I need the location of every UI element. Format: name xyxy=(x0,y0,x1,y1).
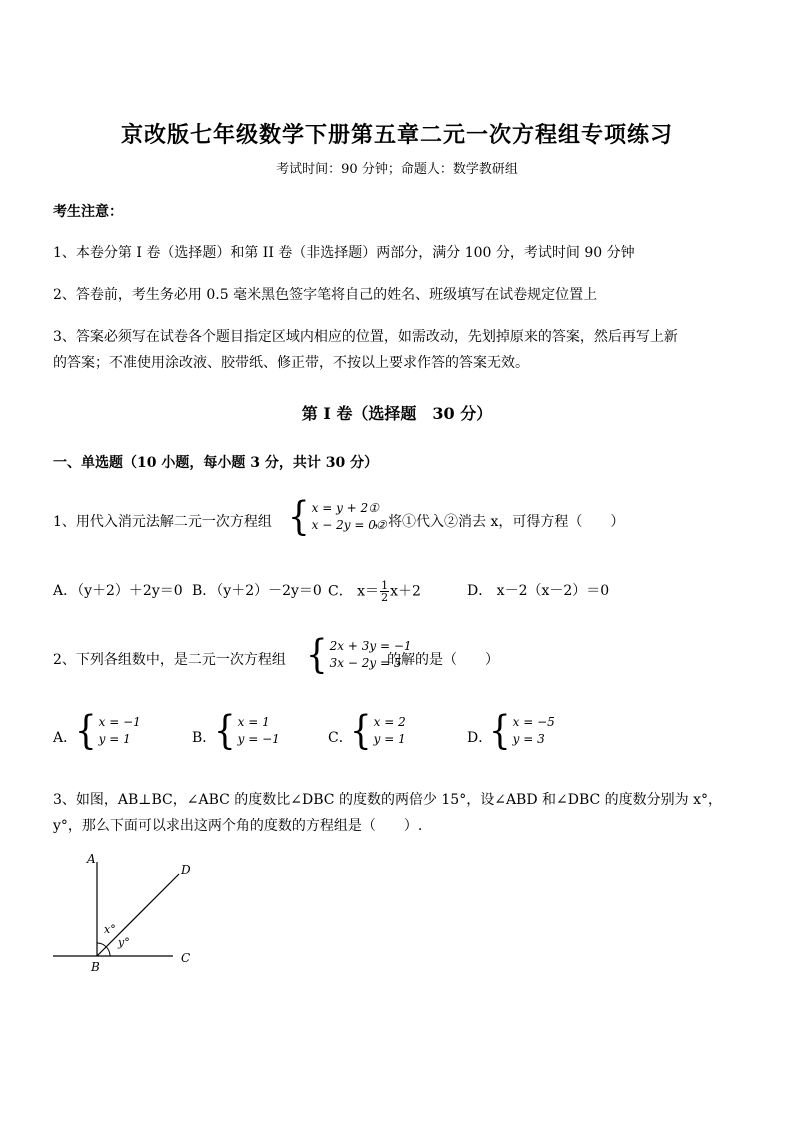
brace-icon: { xyxy=(214,708,236,754)
part-heading: 一、单选题（10 小题，每小题 3 分，共计 30 分） xyxy=(53,455,379,471)
q3-text-line-1: 3、如图，AB⊥BC，∠ABC 的度数比∠DBC 的度数的两倍少 15°，设∠ABD 和∠DBC 的度数分别为 x°， xyxy=(53,792,723,808)
note-item-2: 2、答卷前，考生务必用 0.5 毫米黑色签字笔将自己的姓名、班级填写在试卷规定位置上 xyxy=(53,287,598,303)
q3-text-line-2: y°，那么下面可以求出这两个角的度数的方程组是（ ）. xyxy=(53,818,423,834)
q2-eq-2: 3x − 2y = 5 xyxy=(329,656,402,670)
section-title: 第 I 卷（选择题 30 分） xyxy=(301,404,493,423)
note-item-1: 1、本卷分第 I 卷（选择题）和第 II 卷（非选择题）两部分，满分 100 分，考试时间 90 分钟 xyxy=(53,245,635,261)
q1-option-c xyxy=(328,580,421,603)
q1-suffix: ，将①代入②消去 x，可得方程（ ） xyxy=(374,514,625,530)
q2-option-b-line-2: y = −1 xyxy=(237,732,280,746)
q2-option-c-line-1: x = 2 xyxy=(373,715,406,729)
q2-option-b-label: B． xyxy=(192,730,217,746)
q2-option-a-system xyxy=(75,708,141,754)
q2-option-c-label: C． xyxy=(328,730,353,746)
q2-option-c-system xyxy=(350,708,406,754)
angle-figure xyxy=(45,848,205,976)
exam-info: 考试时间：90 分钟；命题人：数学教研组 xyxy=(276,162,518,177)
q1-option-c-pre: C． x＝ xyxy=(328,583,380,600)
notes-heading: 考生注意： xyxy=(53,204,123,220)
q2-suffix: 的解的是（ ） xyxy=(387,652,499,668)
line-bd xyxy=(97,874,179,956)
angle-y-label: y° xyxy=(118,936,130,949)
note-item-3-cont: 的答案；不准使用涂改液、胶带纸、修正带，不按以上要求作答的答案无效。 xyxy=(53,355,529,371)
point-a-label: A xyxy=(87,852,96,866)
q2-option-d-label: D． xyxy=(467,730,493,746)
q1-option-d: D． x－2（x－2）＝0 xyxy=(467,583,610,599)
q2-eq-1: 2x + 3y = −1 xyxy=(329,639,412,653)
point-d-label: D xyxy=(181,863,191,877)
page-title: 京改版七年级数学下册第五章二元一次方程组专项练习 xyxy=(120,122,673,148)
brace-icon: { xyxy=(288,494,310,540)
fraction-numerator: 1 xyxy=(381,579,389,592)
q2-option-a-line-1: x = −1 xyxy=(98,715,141,729)
brace-icon: { xyxy=(75,708,97,754)
fraction-denominator: 2 xyxy=(381,591,389,604)
angle-arc-y xyxy=(106,947,110,956)
q1-prefix: 1、用代入消元法解二元一次方程组 xyxy=(53,514,272,530)
q2-option-a-line-2: y = 1 xyxy=(98,732,131,746)
q2-option-b-line-1: x = 1 xyxy=(237,715,270,729)
q1-option-c-fraction xyxy=(380,580,389,603)
q1-eq-2: x − 2y = 0② xyxy=(311,518,387,532)
angle-arc-x xyxy=(97,943,106,947)
note-item-3: 3、答案必须写在试卷各个题目指定区域内相应的位置，如需改动，先划掉原来的答案，然后再写上新 xyxy=(53,329,678,345)
q2-option-d-system xyxy=(489,708,555,754)
brace-icon: { xyxy=(306,632,328,678)
q1-option-c-post: x＋2 xyxy=(390,583,421,600)
q2-option-a-label: A． xyxy=(53,730,78,746)
q2-prefix: 2、下列各组数中，是二元一次方程组 xyxy=(53,652,286,668)
q2-option-d-line-1: x = −5 xyxy=(512,715,555,729)
brace-icon: { xyxy=(350,708,372,754)
q1-equation-system xyxy=(288,494,387,540)
brace-icon: { xyxy=(489,708,511,754)
q1-option-a: A．（y＋2）＋2y＝0 xyxy=(53,583,183,599)
point-c-label: C xyxy=(181,951,191,965)
q2-option-c-line-2: y = 1 xyxy=(373,732,406,746)
q1-eq-1: x = y + 2① xyxy=(311,501,379,515)
q1-option-b: B．（y＋2）－2y＝0 xyxy=(192,583,322,599)
angle-x-label: x° xyxy=(104,923,116,936)
q2-option-b-system xyxy=(214,708,280,754)
point-b-label: B xyxy=(91,960,100,974)
q2-option-d-line-2: y = 3 xyxy=(512,732,545,746)
